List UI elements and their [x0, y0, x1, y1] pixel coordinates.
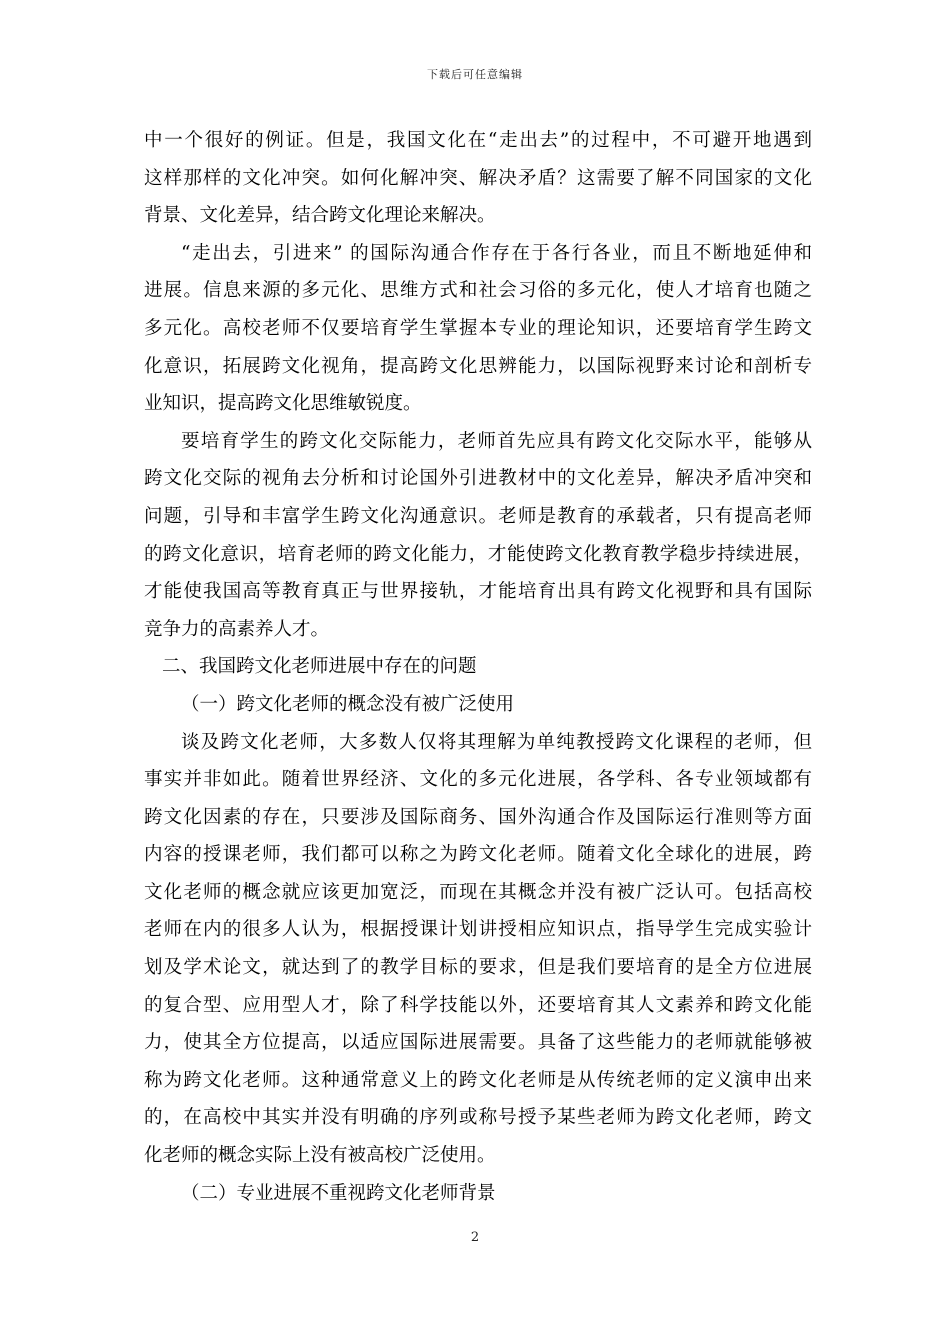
paragraph-first-line: “走出去，引进来” 的国际沟通合作存在于各行各业，而且不断地延伸和: [181, 242, 812, 264]
subsection-heading: （二）专业进展不重视跨文化老师背景: [181, 1182, 496, 1204]
paragraph-first-line: 要培育学生的跨文化交际能力，老师首先应具有跨文化交际水平，能够从: [181, 430, 812, 452]
body-line: 背景、文化差异，结合跨文化理论来解决。: [144, 205, 496, 227]
body-line: 老师在内的很多人认为，根据授课计划讲授相应知识点，指导学生完成实验计: [144, 919, 812, 941]
body-line: 才能使我国高等教育真正与世界接轨，才能培育出具有跨文化视野和具有国际: [144, 581, 812, 603]
body-line: 业知识，提高跨文化思维敏锐度。: [144, 393, 422, 415]
body-line: 文化老师的概念就应该更加宽泛，而现在其概念并没有被广泛认可。包括高校: [144, 881, 812, 903]
body-line: 多元化。高校老师不仅要培育学生掌握本专业的理论知识，还要培育学生跨文: [144, 317, 812, 339]
body-line: 化意识，拓展跨文化视角，提高跨文化思辨能力，以国际视野来讨论和剖析专: [144, 355, 812, 377]
body-line: 进展。信息来源的多元化、思维方式和社会习俗的多元化，使人才培育也随之: [144, 280, 812, 302]
body-line: 问题，引导和丰富学生跨文化沟通意识。老师是教育的承载者，只有提高老师: [144, 505, 812, 527]
body-line: 跨文化因素的存在，只要涉及国际商务、国外沟通合作及国际运行准则等方面: [144, 806, 812, 828]
body-line: 中一个很好的例证。但是，我国文化在“走出去”的过程中，不可避开地遇到: [144, 130, 812, 151]
paragraph-first-line: 谈及跨文化老师，大多数人仅将其理解为单纯教授跨文化课程的老师，但: [181, 731, 812, 753]
subsection-heading: （一）跨文化老师的概念没有被广泛使用: [181, 693, 515, 715]
body-line: 称为跨文化老师。这种通常意义上的跨文化老师是从传统老师的定义演申出来: [144, 1069, 812, 1091]
body-line: 事实并非如此。随着世界经济、文化的多元化进展，各学科、各专业领域都有: [144, 769, 812, 791]
body-line: 的跨文化意识，培育老师的跨文化能力，才能使跨文化教育教学稳步持续进展，: [144, 543, 812, 565]
body-line: 力，使其全方位提高，以适应国际进展需要。具备了这些能力的老师就能够被: [144, 1032, 812, 1054]
body-line: 划及学术论文，就达到了的教学目标的要求，但是我们要培育的是全方位进展: [144, 957, 812, 979]
body-line: 化老师的概念实际上没有被高校广泛使用。: [144, 1145, 496, 1167]
body-line: 的，在高校中其实并没有明确的序列或称号授予某些老师为跨文化老师，跨文: [144, 1107, 812, 1129]
section-heading: 二、我国跨文化老师进展中存在的问题: [162, 656, 477, 678]
body-line: 竞争力的高素养人才。: [144, 618, 330, 640]
page-header: 下载后可任意编辑: [427, 68, 523, 81]
document-body: [144, 122, 812, 1212]
body-line: 内容的授课老师，我们都可以称之为跨文化老师。随着文化全球化的进展，跨: [144, 844, 812, 866]
body-line: 跨文化交际的视角去分析和讨论国外引进教材中的文化差异，解决矛盾冲突和: [144, 468, 812, 490]
body-line: 这样那样的文化冲突。如何化解冲突、解决矛盾？这需要了解不同国家的文化: [144, 167, 812, 189]
page-number: 2: [470, 1230, 480, 1245]
body-line: 的复合型、应用型人才，除了科学技能以外，还要培育其人文素养和跨文化能: [144, 994, 812, 1016]
